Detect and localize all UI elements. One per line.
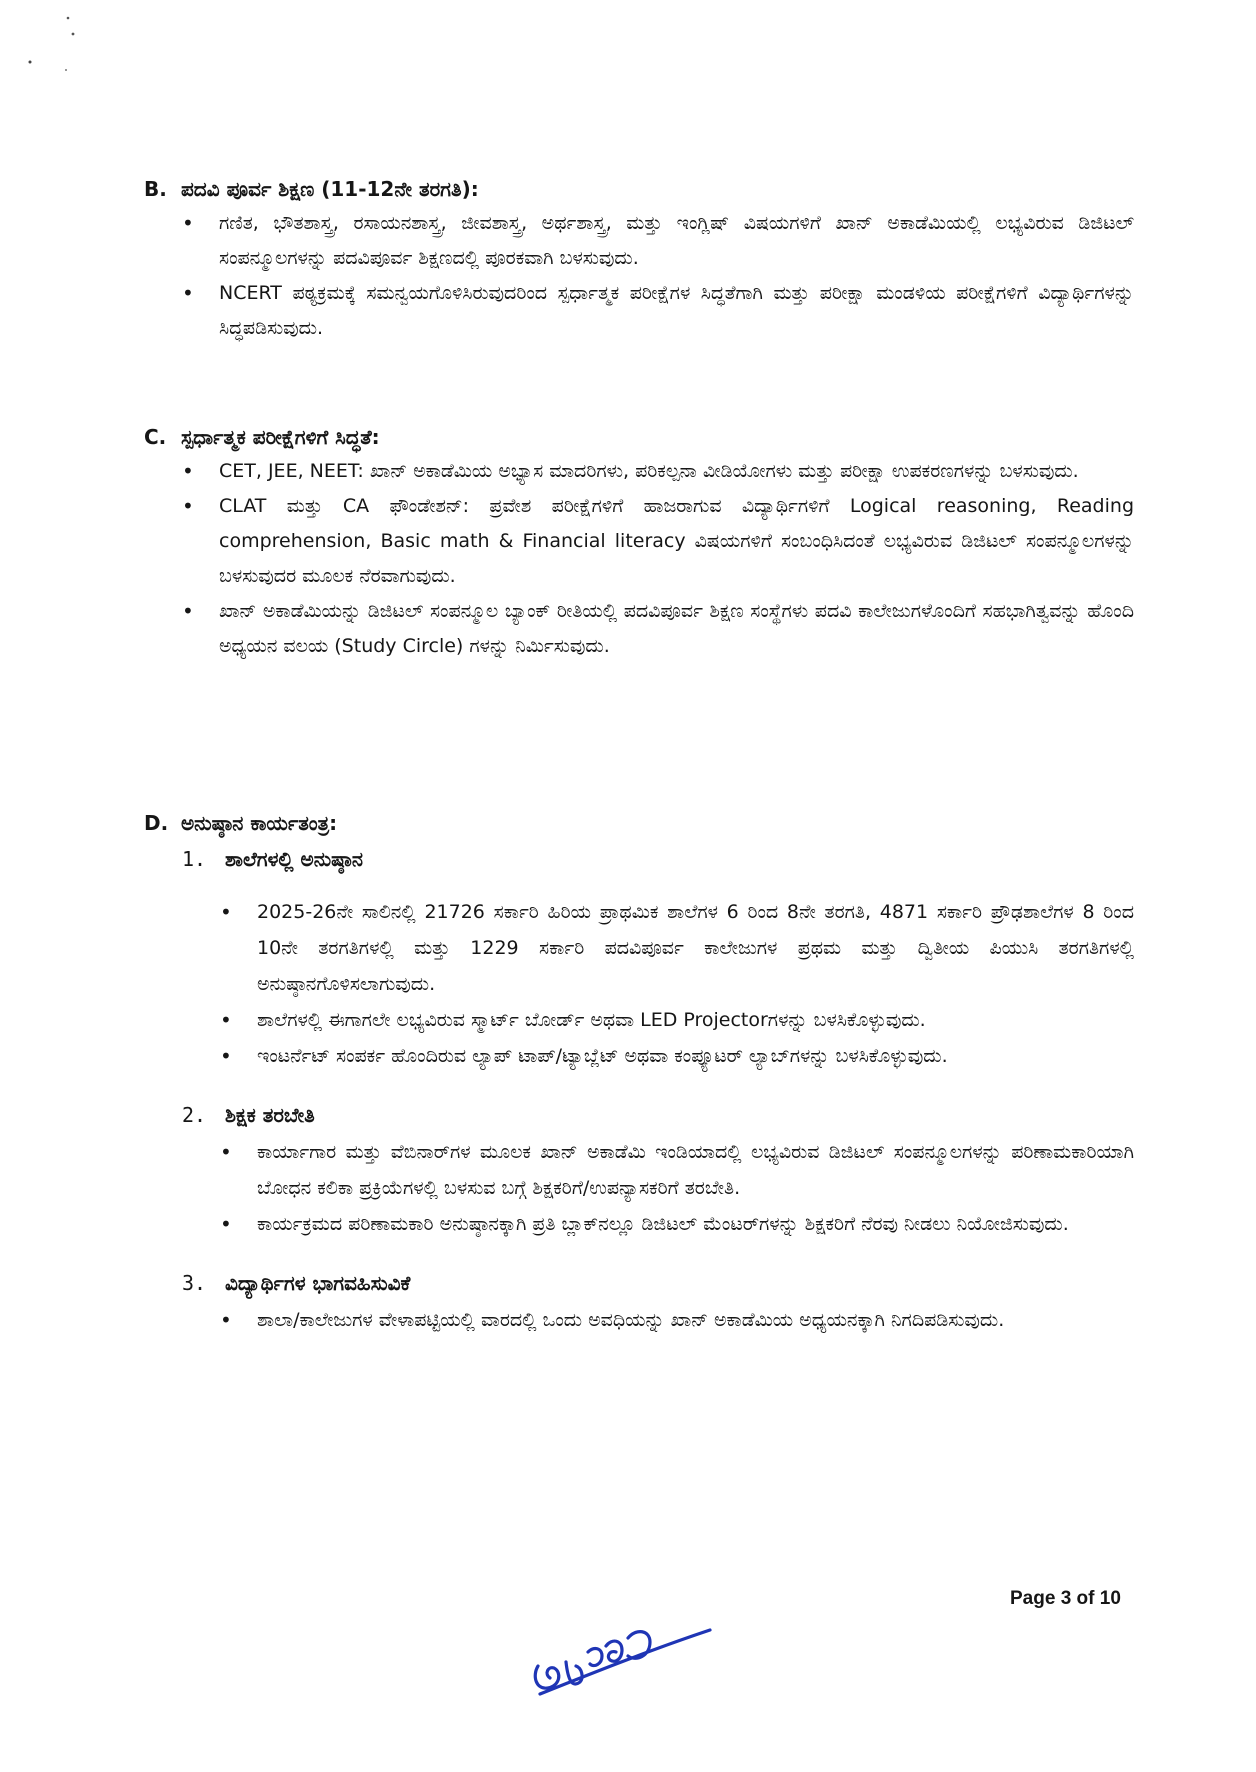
list-item: • NCERT ಪಠ್ಯಕ್ರಮಕ್ಕೆ ಸಮನ್ವಯಗೊಳಿಸಿರುವುದರಿಂದ ಸ್ಪರ್ಧಾತ್ಮಕ ಪರೀಕ್ಷೆಗಳ ಸಿದ್ಧತೆಗಾಗಿ ಮತ್ತು ಪರೀಕ್ಷಾ ಮಂಡಳಿಯ ಪರೀಕ್ಷೆಗಳಿಗೆ ವಿದ್ಯಾರ್ಥಿಗಳನ್ನು ಸಿದ್ಧಪಡಿಸುವುದು.: [144, 276, 1134, 346]
subsection-title: ವಿದ್ಯಾರ್ಥಿಗಳ ಭಾಗವಹಿಸುವಿಕೆ: [224, 1271, 411, 1295]
list-item: • 2025-26ನೇ ಸಾಲಿನಲ್ಲಿ 21726 ಸರ್ಕಾರಿ ಹಿರಿಯ ಪ್ರಾಥಮಿಕ ಶಾಲೆಗಳ 6 ರಿಂದ 8ನೇ ತರಗತಿ, 4871 ಸರ್ಕಾರಿ ಪ್ರೌಢಶಾಲೆಗಳ 8 ರಿಂದ 10ನೇ ತರಗತಿಗಳಲ್ಲಿ ಮತ್ತು 1229 ಸರ್ಕಾರಿ ಪದವಿಪೂರ್ವ ಕಾಲೇಜುಗಳ ಪ್ರಥಮ ಮತ್ತು ದ್ವಿತೀಯ ಪಿಯುಸಿ ತರಗತಿಗಳಲ್ಲಿ ಅನುಷ್ಠಾನಗೊಳಿಸಲಾಗುವುದು.: [144, 894, 1134, 1002]
subsection-student-participation: [144, 1264, 1134, 1338]
subsection-number: 2.: [182, 1103, 207, 1127]
subsection-title: ಶಿಕ್ಷಕ ತರಬೇತಿ: [224, 1103, 315, 1127]
subsection-list: [144, 1302, 1134, 1338]
handwritten-signature: [510, 1598, 730, 1703]
section-c: [144, 420, 1134, 664]
section-c-title: ಸ್ಪರ್ಧಾತ್ಮಕ ಪರೀಕ್ಷೆಗಳಿಗೆ ಸಿದ್ಧತೆ:: [180, 425, 380, 449]
subsection-title: ಶಾಲೆಗಳಲ್ಲಿ ಅನುಷ್ಠಾನ: [224, 847, 363, 871]
page-number: Page 3 of 10: [1010, 1588, 1121, 1609]
list-item: • ಇಂಟರ್ನೆಟ್ ಸಂಪರ್ಕ ಹೊಂದಿರುವ ಲ್ಯಾಪ್ ಟಾಪ್/ಟ್ಯಾಬ್ಲೆಟ್ ಅಥವಾ ಕಂಪ್ಯೂಟರ್ ಲ್ಯಾಬ್‌ಗಳನ್ನು ಬಳಸಿಕೊಳ್ಳುವುದು.: [144, 1038, 1134, 1074]
subsection-heading: [182, 1264, 1134, 1302]
section-c-list: [144, 454, 1134, 664]
list-item: • ಖಾನ್ ಅಕಾಡೆಮಿಯನ್ನು ಡಿಜಿಟಲ್ ಸಂಪನ್ಮೂಲ ಬ್ಯಾಂಕ್ ರೀತಿಯಲ್ಲಿ ಪದವಿಪೂರ್ವ ಶಿಕ್ಷಣ ಸಂಸ್ಥೆಗಳು ಪದವಿ ಕಾಲೇಜುಗಳೊಂದಿಗೆ ಸಹಭಾಗಿತ್ವವನ್ನು ಹೊಂದಿ ಅಧ್ಯಯನ ವಲಯ (Study Circle) ಗಳನ್ನು ನಿರ್ಮಿಸುವುದು.: [144, 594, 1134, 664]
section-c-heading: [144, 420, 1134, 454]
scan-specks: [0, 0, 120, 90]
list-item: • CET, JEE, NEET: ಖಾನ್ ಅಕಾಡೆಮಿಯ ಅಭ್ಯಾಸ ಮಾದರಿಗಳು, ಪರಿಕಲ್ಪನಾ ವೀಡಿಯೋಗಳು ಮತ್ತು ಪರೀಕ್ಷಾ ಉಪಕರಣಗಳನ್ನು ಬಳಸುವುದು.: [144, 454, 1134, 489]
section-c-letter: C.: [144, 425, 167, 449]
section-b-letter: B.: [144, 177, 167, 201]
subsection-list: [144, 894, 1134, 1074]
section-d-letter: D.: [144, 811, 169, 835]
subsection-heading: [182, 1096, 1134, 1134]
subsection-school-implementation: [144, 840, 1134, 1074]
subsection-number: 1.: [182, 847, 207, 871]
section-d-heading: [144, 806, 1134, 840]
list-item: • ಕಾರ್ಯಕ್ರಮದ ಪರಿಣಾಮಕಾರಿ ಅನುಷ್ಠಾನಕ್ಕಾಗಿ ಪ್ರತಿ ಬ್ಲಾಕ್‌ನಲ್ಲೂ ಡಿಜಿಟಲ್ ಮೆಂಟರ್‌ಗಳನ್ನು ಶಿಕ್ಷಕರಿಗೆ ನೆರವು ನೀಡಲು ನಿಯೋಜಿಸುವುದು.: [144, 1206, 1134, 1242]
subsection-heading: [182, 840, 1134, 878]
subsection-list: [144, 1134, 1134, 1242]
list-item: • ಗಣಿತ, ಭೌತಶಾಸ್ತ್ರ, ರಸಾಯನಶಾಸ್ತ್ರ, ಜೀವಶಾಸ್ತ್ರ, ಅರ್ಥಶಾಸ್ತ್ರ, ಮತ್ತು ಇಂಗ್ಲಿಷ್ ವಿಷಯಗಳಿಗೆ ಖಾನ್ ಅಕಾಡೆಮಿಯಲ್ಲಿ ಲಭ್ಯವಿರುವ ಡಿಜಿಟಲ್ ಸಂಪನ್ಮೂಲಗಳನ್ನು ಪದವಿಪೂರ್ವ ಶಿಕ್ಷಣದಲ್ಲಿ ಪೂರಕವಾಗಿ ಬಳಸುವುದು.: [144, 206, 1134, 276]
section-b-list: [144, 206, 1134, 346]
section-b-title: ಪದವಿ ಪೂರ್ವ ಶಿಕ್ಷಣ (11-12ನೇ ತರಗತಿ):: [180, 177, 479, 201]
section-d-title: ಅನುಷ್ಠಾನ ಕಾರ್ಯತಂತ್ರ:: [180, 811, 338, 835]
list-item: • CLAT ಮತ್ತು CA ಫೌಂಡೇಶನ್: ಪ್ರವೇಶ ಪರೀಕ್ಷೆಗಳಿಗೆ ಹಾಜರಾಗುವ ವಿದ್ಯಾರ್ಥಿಗಳಿಗೆ Logical reasoning, Reading comprehension, Basic math & Financial literacy ವಿಷಯಗಳಿಗೆ ಸಂಬಂಧಿಸಿದಂತೆ ಲಭ್ಯವಿರುವ ಡಿಜಿಟಲ್ ಸಂಪನ್ಮೂಲಗಳನ್ನು ಬಳಸುವುದರ ಮೂಲಕ ನೆರವಾಗುವುದು.: [144, 489, 1134, 594]
subsection-number: 3.: [182, 1271, 207, 1295]
list-item: • ಶಾಲೆಗಳಲ್ಲಿ ಈಗಾಗಲೇ ಲಭ್ಯವಿರುವ ಸ್ಮಾರ್ಟ್ ಬೋರ್ಡ್ ಅಥವಾ LED Projectorಗಳನ್ನು ಬಳಸಿಕೊಳ್ಳುವುದು.: [144, 1002, 1134, 1038]
section-d: [144, 806, 1134, 1338]
subsection-teacher-training: [144, 1096, 1134, 1242]
section-b-heading: [144, 172, 1134, 206]
section-b: [144, 172, 1134, 346]
list-item: • ಶಾಲಾ/ಕಾಲೇಜುಗಳ ವೇಳಾಪಟ್ಟಿಯಲ್ಲಿ ವಾರದಲ್ಲಿ ಒಂದು ಅವಧಿಯನ್ನು ಖಾನ್ ಅಕಾಡೆಮಿಯ ಅಧ್ಯಯನಕ್ಕಾಗಿ ನಿಗದಿಪಡಿಸುವುದು.: [144, 1302, 1134, 1338]
list-item: • ಕಾರ್ಯಾಗಾರ ಮತ್ತು ವೆಬಿನಾರ್‌ಗಳ ಮೂಲಕ ಖಾನ್ ಅಕಾಡೆಮಿ ಇಂಡಿಯಾದಲ್ಲಿ ಲಭ್ಯವಿರುವ ಡಿಜಿಟಲ್ ಸಂಪನ್ಮೂಲಗಳನ್ನು ಪರಿಣಾಮಕಾರಿಯಾಗಿ ಬೋಧನ ಕಲಿಕಾ ಪ್ರಕ್ರಿಯೆಗಳಲ್ಲಿ ಬಳಸುವ ಬಗ್ಗೆ ಶಿಕ್ಷಕರಿಗೆ/ಉಪನ್ಯಾಸಕರಿಗೆ ತರಬೇತಿ.: [144, 1134, 1134, 1206]
